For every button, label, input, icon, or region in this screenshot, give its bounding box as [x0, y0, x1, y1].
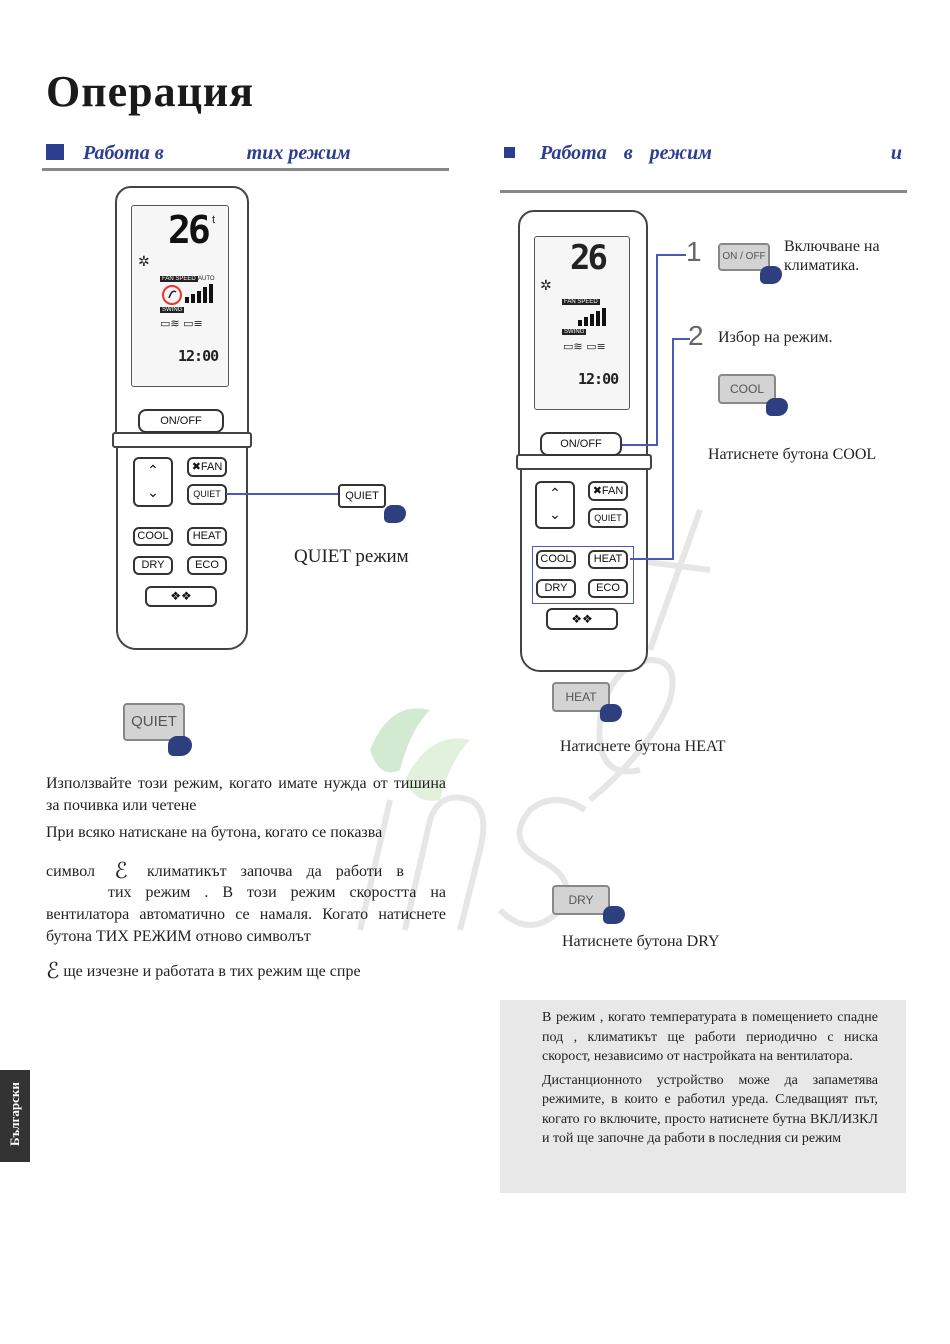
cool-hand-icon	[766, 398, 788, 416]
right-fan-x-icon: ✖	[592, 485, 602, 497]
step1-text-line1: Включване на	[784, 238, 880, 255]
right-lcd-swing: SWING	[564, 329, 585, 335]
page-title: Операция	[46, 67, 255, 116]
language-label: Български	[7, 1082, 22, 1146]
left-ecoplot-button[interactable]: ❖❖	[145, 586, 217, 607]
left-sample-hand-icon	[168, 736, 192, 756]
dry-sample-button[interactable]: DRY	[552, 885, 610, 915]
right-lcd-temp: 26	[570, 238, 605, 278]
left-remote-hinge	[112, 432, 252, 448]
quiet-mode-label: QUIET режим	[294, 546, 409, 567]
p4-text: ще изчезне и работата в тих режим ще спре	[63, 963, 361, 980]
step1-connector-h1	[622, 444, 658, 446]
step1-onoff-button[interactable]: ON / OFF	[718, 243, 770, 271]
step2-number: 2	[688, 320, 704, 351]
right-lcd-fan-bars-icon	[578, 307, 612, 327]
left-paragraph-1: Използвайте този режим, когато имате нужда от тишина за почивка или четене	[46, 775, 446, 814]
left-lcd-auto: AUTO	[198, 276, 215, 282]
step2-connector-v	[672, 338, 674, 560]
left-paragraph-3-start	[46, 860, 446, 883]
left-lcd-swing: SWING	[162, 307, 183, 313]
note-paragraph-2: Дистанционното устройство може да запаметява режимите, в които е работил уреда. Следващият път, когато го включите, просто натиснете бутна ВКЛ/ИЗКЛ и той ще започне да работи в последния си режим	[542, 1072, 878, 1146]
quiet-symbol-icon: ℰ	[114, 858, 128, 883]
right-heading-part4: и	[890, 142, 902, 164]
heat-hand-icon	[600, 704, 622, 722]
step2-connector-h1	[630, 558, 674, 560]
right-cool-button[interactable]: COOL	[536, 550, 576, 569]
right-ecoplot-button[interactable]: ❖❖	[546, 608, 618, 630]
step1-connector-v	[656, 254, 658, 446]
left-fan-button[interactable]	[187, 457, 227, 477]
left-heading-part1: Работа в	[83, 142, 164, 164]
step1-hand-icon	[760, 266, 782, 284]
left-quiet-callout-button[interactable]: QUIET	[338, 484, 386, 508]
left-paragraph-2: При всяко натискане на бутона, когато се показва	[46, 824, 383, 841]
step1-connector-h2	[656, 254, 686, 256]
language-side-tab	[0, 1070, 30, 1162]
note-paragraph-1: В режим , когато температурата в помещението спадне под , климатикът ще работи периодично с ниска скорост, независимо от настройката на вентилатора.	[542, 1010, 878, 1064]
right-lcd-snowflake-icon: ✲	[540, 279, 552, 294]
left-quiet-sample-button[interactable]: QUIET	[123, 703, 185, 741]
cool-text: Натиснете бутона COOL	[708, 446, 877, 463]
left-paragraph-4	[46, 960, 446, 983]
right-eco-button[interactable]: ECO	[588, 579, 628, 598]
cool-sample-button[interactable]: COOL	[718, 374, 776, 404]
left-quiet-hand-icon	[384, 505, 406, 523]
p3-continuation: климатикът започва да работи в	[147, 863, 404, 880]
dry-text: Натиснете бутона DRY	[562, 933, 720, 950]
mode-buttons-highlight	[532, 546, 634, 604]
right-temp-updown-button[interactable]: ⌃ ⌄	[535, 481, 575, 529]
right-dry-button[interactable]: DRY	[536, 579, 576, 598]
left-dry-button[interactable]: DRY	[133, 556, 173, 575]
right-heading-part2: в	[623, 142, 633, 164]
left-lcd-time: 12:00	[178, 347, 219, 365]
square-bullet-icon-right	[504, 147, 515, 158]
right-fan-button[interactable]	[588, 481, 628, 501]
left-section-heading	[46, 142, 450, 165]
step1-text-line2: климатика.	[784, 257, 860, 274]
right-quiet-button[interactable]: QUIET	[588, 508, 628, 528]
right-lcd-time: 12:00	[578, 370, 619, 388]
left-cool-button[interactable]: COOL	[133, 527, 173, 546]
left-heading-rule	[42, 168, 449, 171]
heat-sample-button[interactable]: HEAT	[552, 682, 610, 712]
right-lcd-swing-icons: ▭≋ ▭≡	[563, 340, 606, 353]
left-lcd-temp: 26	[168, 208, 208, 252]
right-lcd-fan-speed: FAN SPEED	[564, 299, 598, 305]
left-quiet-connector	[226, 493, 338, 495]
right-heading-part1: Работа	[540, 142, 607, 164]
square-bullet-icon	[46, 144, 64, 160]
left-heading-part2: тих режим	[246, 142, 351, 164]
left-onoff-button[interactable]: ON/OFF	[138, 409, 224, 433]
step2-text: Избор на режим.	[718, 329, 833, 346]
right-heading-rule	[500, 190, 907, 193]
symbol-label: символ	[46, 863, 96, 880]
step1-number: 1	[686, 236, 702, 267]
left-lcd-fan-bars-icon	[160, 283, 220, 307]
quiet-symbol-icon-2: ℰ	[46, 958, 60, 983]
left-lcd-fan-speed: FAN SPEED	[162, 276, 196, 282]
left-lcd-swing-icons: ▭≋ ▭≡	[160, 317, 203, 330]
right-heading-part3: режим	[649, 142, 712, 164]
left-fan-label: FAN	[200, 461, 223, 473]
left-temp-updown-button[interactable]: ⌃ ⌄	[133, 457, 173, 507]
fan-x-icon: ✖	[191, 461, 201, 473]
note-box	[500, 1000, 906, 1193]
right-section-heading	[504, 142, 908, 165]
left-eco-button[interactable]: ECO	[187, 556, 227, 575]
right-onoff-button[interactable]: ON/OFF	[540, 432, 622, 456]
heat-text: Натиснете бутона HEAT	[560, 738, 726, 755]
left-lcd-temp-unit: t	[212, 214, 216, 226]
left-lcd-snowflake-icon: ✲	[138, 255, 150, 270]
right-heat-button[interactable]: HEAT	[588, 550, 628, 569]
dry-hand-icon	[603, 906, 625, 924]
left-heat-button[interactable]: HEAT	[187, 527, 227, 546]
right-fan-label: FAN	[601, 485, 624, 497]
right-remote-hinge	[516, 454, 652, 470]
left-paragraph-3: тих режим . В този режим скоростта на вентилатора автоматично се намаля. Когато натиснете бутона ТИХ РЕЖИМ отново символът	[46, 884, 446, 945]
left-quiet-button[interactable]: QUIET	[187, 484, 227, 505]
